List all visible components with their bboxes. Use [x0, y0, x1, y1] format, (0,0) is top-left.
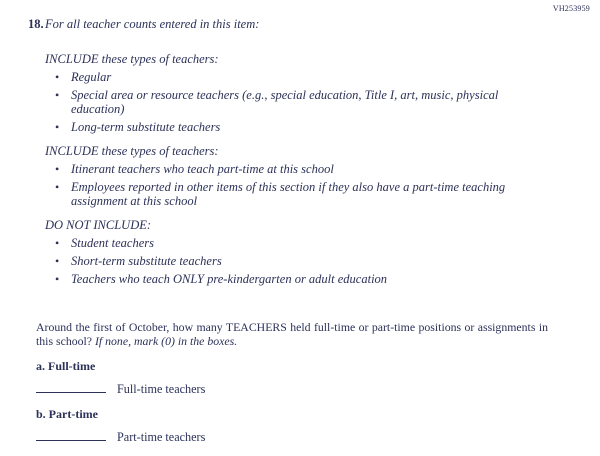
item-lead-in: For all teacher counts entered in this item: — [45, 17, 260, 31]
do-not-include-heading: DO NOT INCLUDE: — [45, 218, 152, 232]
question-text — [36, 320, 548, 348]
include-section-1 — [45, 52, 525, 134]
do-not-include-section — [45, 218, 525, 286]
item-instructions — [45, 17, 525, 290]
include-section-1-heading: INCLUDE these types of teachers: — [45, 52, 219, 66]
include-section-2-list — [45, 162, 517, 208]
question-prompt: Around the first of October, how many TEACHERS held full-time or part-time positions or assignments in this school? — [36, 320, 548, 348]
include-section-1-list — [45, 70, 517, 134]
bullet-text: Long-term substitute teachers — [71, 120, 221, 134]
item-number: 18. — [28, 17, 44, 31]
include-section-2 — [45, 144, 525, 208]
list-item — [45, 180, 517, 208]
part-time-caption: Part-time teachers — [117, 430, 206, 444]
question-item-18 — [28, 0, 600, 290]
full-time-count-field[interactable] — [36, 380, 106, 393]
list-item — [45, 254, 517, 268]
question-note: If none, mark (0) in the boxes. — [94, 334, 238, 348]
part-time-count-field[interactable] — [36, 428, 106, 441]
answer-row-part-time — [36, 428, 548, 444]
question-block — [36, 320, 548, 444]
answer-row-full-time — [36, 380, 548, 396]
list-item — [45, 272, 517, 286]
answer-label-part-time: b. Part-time — [36, 407, 98, 421]
bullet-text: Teachers who teach ONLY pre-kindergarten or adult education — [71, 272, 388, 286]
answer-label-full-time: a. Full-time — [36, 359, 96, 373]
bullet-text: Short-term substitute teachers — [71, 254, 222, 268]
bullet-text: Special area or resource teachers (e.g., special education, Title I, art, music, physical education) — [71, 88, 499, 116]
bullet-text: Student teachers — [71, 236, 154, 250]
list-item — [45, 236, 517, 250]
list-item — [45, 88, 517, 116]
list-item — [45, 120, 517, 134]
bullet-text: Employees reported in other items of this section if they also have a part-time teaching assignment at this school — [71, 180, 506, 208]
bullet-text: Itinerant teachers who teach part-time at this school — [71, 162, 334, 176]
document-code: VH253959 — [552, 4, 590, 13]
bullet-text: Regular — [71, 70, 112, 84]
include-section-2-heading: INCLUDE these types of teachers: — [45, 144, 219, 158]
full-time-caption: Full-time teachers — [117, 382, 206, 396]
list-item — [45, 70, 517, 84]
do-not-include-list — [45, 236, 517, 286]
list-item — [45, 162, 517, 176]
